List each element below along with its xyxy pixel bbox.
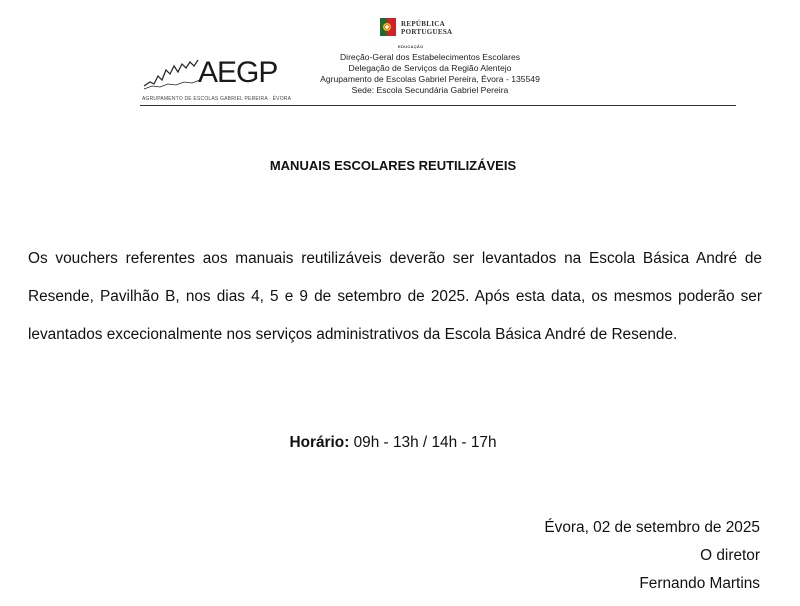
document-title: MANUAIS ESCOLARES REUTILIZÁVEIS	[269, 158, 517, 173]
announcement-body: Os vouchers referentes aos manuais reutilizáveis deverão ser levantados na Escola Básica André de Resende, Pavilhão B, nos dias 4, 5 e 9 de setembro de 2025. Após esta data, os mesmos poderão ser levantados excecionalmente nos serviços administrativos da Escola Básica André de Resende.	[28, 250, 762, 343]
schedule-label: Horário:	[289, 434, 350, 451]
org-line-1: Direção-Geral dos Estabelecimentos Escolares	[339, 52, 521, 62]
schedule-value: 09h - 13h / 14h - 17h	[349, 434, 497, 451]
republica-line1: REPÚBLICA	[401, 20, 445, 28]
signatory-name: Fernando Martins	[639, 575, 760, 592]
place-date: Évora, 02 de setembro de 2025	[544, 519, 760, 536]
letterhead	[140, 14, 736, 106]
org-line-4: Sede: Escola Secundária Gabriel Pereira	[351, 85, 509, 95]
signature-block	[544, 514, 760, 598]
schedule-line	[0, 434, 786, 452]
header-divider	[140, 105, 736, 106]
org-line-2: Delegação de Serviços da Região Alentejo	[348, 63, 512, 73]
portugal-flag-icon	[380, 18, 396, 36]
skyline-logo-icon	[142, 56, 202, 92]
educacao-label: EDUCAÇÃO	[398, 44, 424, 49]
logo-text: AEGP	[198, 56, 278, 89]
org-line-3: Agrupamento de Escolas Gabriel Pereira, Évora - 135549	[320, 74, 540, 84]
republica-line2: PORTUGUESA	[401, 28, 453, 36]
organization-block	[290, 52, 570, 96]
signatory-role: O diretor	[700, 547, 760, 564]
aegp-logo	[142, 56, 292, 104]
logo-caption: AGRUPAMENTO DE ESCOLAS GABRIEL PEREIRA · ÉVORA	[142, 96, 292, 102]
